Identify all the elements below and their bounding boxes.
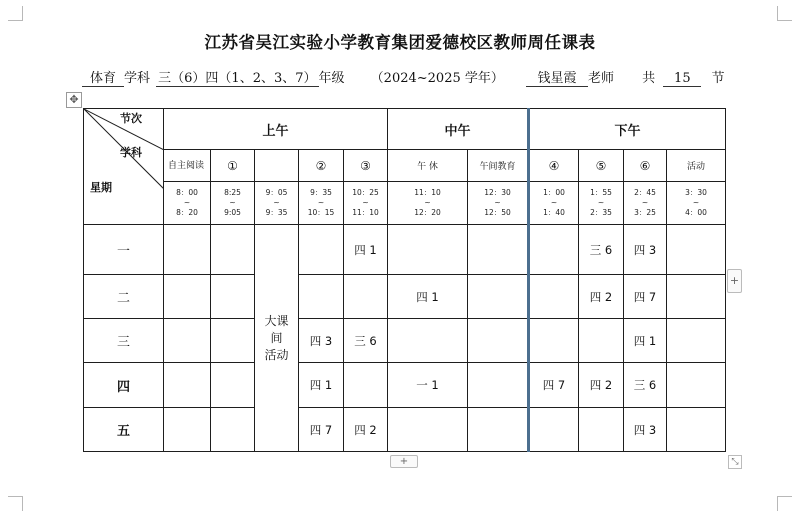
- schedule-cell[interactable]: [211, 319, 255, 363]
- time-end: 1：40: [543, 208, 565, 217]
- period-noon: 中午: [388, 109, 529, 150]
- time-end: 12：20: [414, 208, 441, 217]
- subject-value: 体育: [82, 67, 124, 87]
- teacher-label: 老师: [588, 71, 615, 86]
- schedule-cell[interactable]: [299, 225, 344, 275]
- schedule-cell[interactable]: 四 7: [624, 275, 667, 319]
- slot-time: [255, 182, 299, 225]
- schedule-cell[interactable]: [211, 408, 255, 452]
- document-subtitle: [82, 67, 724, 87]
- schedule-cell[interactable]: [211, 225, 255, 275]
- schedule-cell[interactable]: [579, 408, 624, 452]
- schedule-cell[interactable]: 四 1: [344, 225, 388, 275]
- schedule-cell[interactable]: 三 6: [624, 363, 667, 408]
- slot-time: [211, 182, 255, 225]
- schedule-cell[interactable]: [344, 275, 388, 319]
- slot-header: ①: [211, 150, 255, 182]
- slot-header: ④: [529, 150, 579, 182]
- grade-label: 年级: [318, 71, 345, 86]
- school-year: （2024~2025 学年）: [370, 71, 504, 86]
- teacher-name: 钱星霞: [526, 67, 588, 87]
- time-separator: ~: [229, 198, 236, 207]
- time-separator: ~: [641, 198, 649, 207]
- schedule-cell[interactable]: [164, 319, 211, 363]
- total-lessons: 15: [663, 71, 701, 87]
- schedule-cell[interactable]: 四 3: [624, 225, 667, 275]
- time-end: 12：50: [484, 208, 511, 217]
- slot-time: [299, 182, 344, 225]
- corner-diagonal-lines: [84, 109, 164, 225]
- schedule-cell[interactable]: [529, 275, 579, 319]
- time-end: 8：20: [176, 208, 198, 217]
- slot-header: 午间教育: [468, 150, 529, 182]
- document-title: 江苏省吴江实验小学教育集团爱德校区教师周任课表: [204, 33, 596, 52]
- time-separator: ~: [597, 198, 605, 207]
- corner-label-period: 节次: [120, 112, 142, 125]
- schedule-cell[interactable]: [468, 363, 529, 408]
- time-start: 12：30: [484, 188, 511, 197]
- weekday-label: 二: [84, 275, 164, 319]
- slot-time: [468, 182, 529, 225]
- time-end: 11：10: [352, 208, 379, 217]
- schedule-cell[interactable]: [468, 319, 529, 363]
- schedule-cell[interactable]: 四 2: [579, 275, 624, 319]
- time-separator: ~: [183, 198, 191, 207]
- weekday-label: 四: [84, 363, 164, 408]
- schedule-cell[interactable]: [388, 408, 468, 452]
- time-start: 1：00: [543, 188, 565, 197]
- time-end: 10：15: [307, 208, 335, 217]
- schedule-cell[interactable]: [164, 225, 211, 275]
- grades-value: 三（6）四（1、2、3、7）: [156, 67, 318, 87]
- schedule-cell[interactable]: [667, 408, 726, 452]
- schedule-cell[interactable]: [468, 408, 529, 452]
- schedule-cell[interactable]: [529, 408, 579, 452]
- schedule-cell[interactable]: 四 1: [624, 319, 667, 363]
- schedule-cell[interactable]: [299, 275, 344, 319]
- table-corner-header: [84, 109, 164, 225]
- period-afternoon: 下午: [529, 109, 726, 150]
- page-corner-mark: [8, 496, 23, 511]
- time-end: 9：35: [265, 208, 288, 217]
- big-activity-text: 大课: [264, 313, 289, 328]
- schedule-cell[interactable]: [579, 319, 624, 363]
- schedule-cell[interactable]: [529, 225, 579, 275]
- big-break-activity-cell: [255, 225, 299, 452]
- schedule-cell[interactable]: [468, 225, 529, 275]
- slot-time: [529, 182, 579, 225]
- weekday-label: 五: [84, 408, 164, 452]
- subject-label: 学科: [124, 71, 151, 86]
- slot-header: ⑤: [579, 150, 624, 182]
- add-column-button[interactable]: +: [727, 269, 742, 293]
- period-morning: 上午: [164, 109, 388, 150]
- time-separator: ~: [424, 198, 431, 207]
- time-start: 8:25: [224, 188, 241, 197]
- slot-header: ⑥: [624, 150, 667, 182]
- time-end: 4：00: [685, 208, 707, 217]
- schedule-cell[interactable]: [388, 225, 468, 275]
- schedule-cell[interactable]: [164, 408, 211, 452]
- time-separator: ~: [494, 198, 501, 207]
- slot-time: [667, 182, 726, 225]
- page-corner-mark: [8, 6, 23, 21]
- schedule-cell[interactable]: [164, 363, 211, 408]
- weekday-label: 三: [84, 319, 164, 363]
- schedule-cell[interactable]: 四 2: [344, 408, 388, 452]
- schedule-cell[interactable]: [164, 275, 211, 319]
- add-row-button[interactable]: +: [390, 455, 418, 468]
- schedule-cell[interactable]: [667, 225, 726, 275]
- slot-header: 自主阅读: [164, 150, 211, 182]
- time-separator: ~: [692, 198, 700, 207]
- time-start: 3：30: [685, 188, 707, 197]
- table-resize-handle-icon[interactable]: ⤡: [728, 455, 742, 469]
- time-start: 1：55: [590, 188, 612, 197]
- time-end: 2：35: [590, 208, 612, 217]
- schedule-cell[interactable]: [667, 363, 726, 408]
- slot-header: 活动: [667, 150, 726, 182]
- time-start: 9：35: [310, 188, 332, 197]
- time-start: 9：05: [265, 188, 288, 197]
- big-activity-text: 间: [270, 330, 283, 345]
- schedule-cell[interactable]: 四 7: [299, 408, 344, 452]
- time-start: 10：25: [352, 188, 379, 197]
- schedule-cell[interactable]: 三 6: [579, 225, 624, 275]
- slot-time: [624, 182, 667, 225]
- slot-header: 午 休: [388, 150, 468, 182]
- page-corner-mark: [777, 6, 792, 21]
- time-separator: ~: [317, 198, 325, 207]
- slot-time: [344, 182, 388, 225]
- slot-time: [388, 182, 468, 225]
- time-end: 3：25: [634, 208, 656, 217]
- big-activity-text: 活动: [264, 347, 289, 362]
- schedule-cell[interactable]: [667, 319, 726, 363]
- time-start: 11：10: [414, 188, 441, 197]
- schedule-table: [83, 108, 726, 452]
- schedule-cell[interactable]: [388, 319, 468, 363]
- weekday-label: 一: [84, 225, 164, 275]
- schedule-cell[interactable]: 四 3: [624, 408, 667, 452]
- schedule-cell[interactable]: 四 1: [299, 363, 344, 408]
- schedule-cell[interactable]: 四 2: [579, 363, 624, 408]
- schedule-cell[interactable]: [468, 275, 529, 319]
- table-move-handle-icon[interactable]: ✥: [66, 92, 82, 108]
- total-suffix: 节: [711, 71, 725, 86]
- schedule-cell[interactable]: [344, 363, 388, 408]
- time-start: 8：00: [176, 188, 198, 197]
- slot-time: [164, 182, 211, 225]
- schedule-cell[interactable]: 一 1: [388, 363, 468, 408]
- time-separator: ~: [273, 198, 280, 207]
- page-corner-mark: [777, 496, 792, 511]
- schedule-cell[interactable]: 三 6: [344, 319, 388, 363]
- corner-label-weekday: 星期: [90, 181, 112, 194]
- slot-time: [579, 182, 624, 225]
- time-separator: ~: [362, 198, 369, 207]
- schedule-cell[interactable]: [211, 275, 255, 319]
- schedule-cell[interactable]: 四 3: [299, 319, 344, 363]
- total-prefix: 共: [642, 71, 656, 86]
- slot-header: ②: [299, 150, 344, 182]
- time-end: 9:05: [224, 208, 241, 217]
- schedule-cell[interactable]: [211, 363, 255, 408]
- schedule-cell[interactable]: [667, 275, 726, 319]
- time-separator: ~: [550, 198, 558, 207]
- schedule-cell[interactable]: 四 7: [529, 363, 579, 408]
- time-start: 2：45: [634, 188, 656, 197]
- slot-header: [255, 150, 299, 182]
- slot-header: ③: [344, 150, 388, 182]
- schedule-cell[interactable]: [529, 319, 579, 363]
- schedule-cell[interactable]: 四 1: [388, 275, 468, 319]
- corner-label-subject: 学科: [120, 146, 142, 159]
